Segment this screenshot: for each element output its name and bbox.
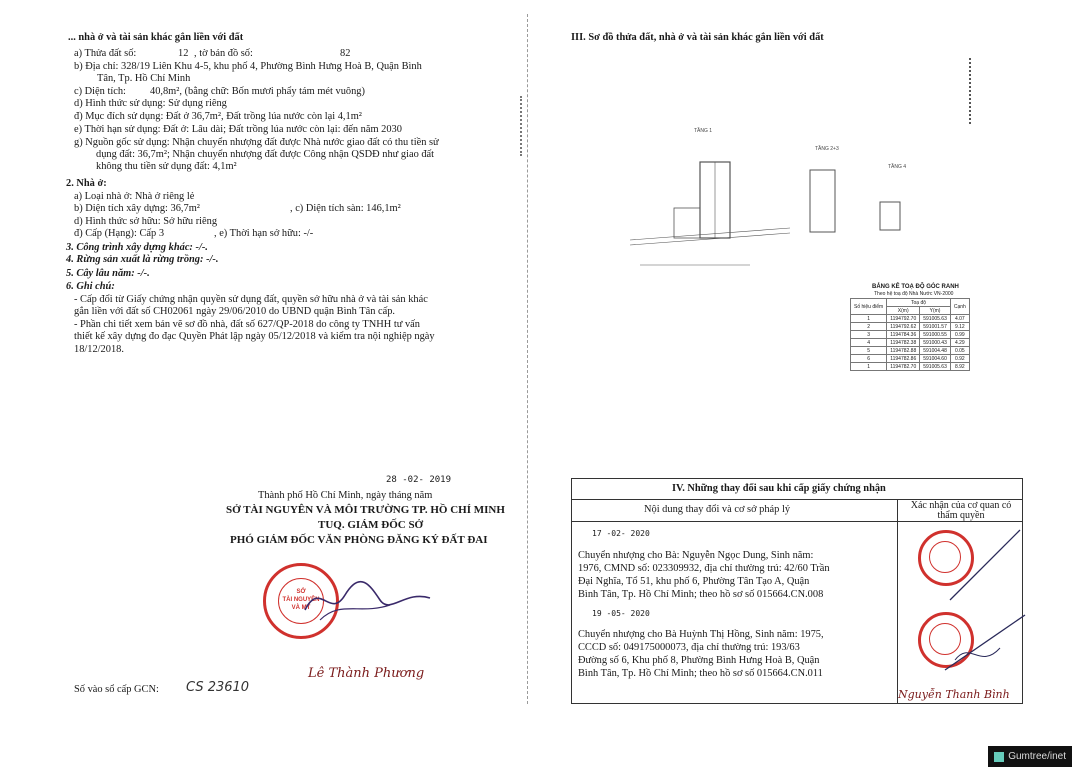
coord-cell: 0.99 — [950, 331, 969, 339]
map-sheet-value: 82 — [340, 48, 351, 59]
watermark — [988, 746, 1072, 767]
entry-2-line-2: CCCD số: 049175000073, địa chỉ thường trú: 193/63 — [578, 642, 800, 653]
svg-text:TẦNG 2+3: TẦNG 2+3 — [815, 146, 839, 152]
signature-right — [940, 520, 1030, 680]
coord-cell: 4.07 — [950, 315, 969, 323]
coord-header-group: Toạ độ — [887, 299, 951, 307]
place-date: Thành phố Hồ Chí Minh, ngày tháng năm — [258, 490, 433, 501]
usage-purpose: đ) Mục đích sử dụng: Đất ở 36,7m², Đất trồng lúa nước còn lại 4,1m² — [74, 111, 362, 122]
changes-col-content-header — [572, 499, 898, 522]
coord-cell: 1194782.88 — [887, 347, 920, 355]
house-type: a) Loại nhà ở: Nhà ở riêng lẻ — [74, 191, 195, 202]
parcel-number-label: a) Thửa đất số: — [74, 48, 137, 59]
ownership-form: d) Hình thức sở hữu: Sở hữu riêng — [74, 216, 218, 227]
col-content-label: Nội dung thay đổi và cơ sở pháp lý — [644, 504, 791, 515]
coord-cell: 6 — [851, 355, 887, 363]
coord-cell: 591005.63 — [920, 315, 951, 323]
coord-header-edge: Cạnh — [950, 299, 969, 315]
area-label: c) Diện tích: — [74, 86, 126, 97]
coord-cell: 1 — [851, 363, 887, 371]
note-line-2: gắn liền với đất số CH02061 ngày 29/06/2010 do UBND quận Bình Tân cấp. — [74, 306, 396, 317]
margin-dots — [969, 58, 973, 124]
coord-row — [851, 315, 970, 323]
right-heading: III. Sơ đồ thửa đất, nhà ở và tài sản khác gắn liền với đất — [571, 32, 824, 43]
coord-cell: 1194782.70 — [887, 363, 920, 371]
coord-table — [850, 298, 970, 371]
parcel-number-value: 12 — [178, 48, 189, 59]
coord-cell: 9.12 — [950, 323, 969, 331]
coord-cell: 591004.48 — [920, 347, 951, 355]
signer-title: PHÓ GIÁM ĐỐC VĂN PHÒNG ĐĂNG KÝ ĐẤT ĐAI — [230, 534, 488, 546]
coord-header-point: Số hiệu điểm — [851, 299, 887, 315]
note-line-4: thiết kế xây dựng đo đạc Quyền Phát lập ngày 05/12/2018 và kiểm tra nội nghiệp ngày — [74, 331, 435, 342]
issuing-authority: TUQ. GIÁM ĐỐC SỞ — [318, 519, 424, 531]
signer-name-right: Nguyễn Thanh Bình — [898, 688, 1010, 701]
floor-area: , c) Diện tích sàn: 146,1m² — [290, 203, 401, 214]
coord-header-y: Y(m) — [920, 307, 951, 315]
entry-1-line-2: 1976, CMND số: 023309932, địa chỉ thường trú: 42/60 Trần — [578, 563, 830, 574]
usage-form: d) Hình thức sử dụng: Sử dụng riêng — [74, 98, 227, 109]
coord-table-title: BẢNG KÊ TOẠ ĐỘ GÓC RANH — [872, 284, 959, 290]
entry-2-date: 19 -05- 2020 — [592, 609, 650, 618]
site-plan-drawing — [630, 120, 940, 280]
coord-cell: 1194792.70 — [887, 315, 920, 323]
address-line-1: b) Địa chỉ: 328/19 Liên Khu 4-5, khu phố 4, Phường Bình Hưng Hoà B, Quận Bình — [74, 61, 422, 72]
entry-2-line-1: Chuyển nhượng cho Bà Huỳnh Thị Hồng, Sinh năm: 1975, — [578, 629, 824, 640]
left-heading: ... nhà ở và tài sản khác gắn liền với đất — [68, 32, 244, 43]
coord-cell: 5 — [851, 347, 887, 355]
section-4: 4. Rừng sản xuất là rừng trồng: -/-. — [66, 254, 219, 265]
coord-row — [851, 363, 970, 371]
page-fold-line — [527, 14, 529, 704]
cert-number-label: Số vào sổ cấp GCN: — [74, 684, 159, 695]
watermark-icon — [994, 752, 1004, 762]
ownership-term: , e) Thời hạn sở hữu: -/- — [214, 228, 314, 239]
coord-cell: 591005.63 — [920, 363, 951, 371]
coord-cell: 591001.57 — [920, 323, 951, 331]
coord-cell: 1194782.86 — [887, 355, 920, 363]
area-value: 40,8m², (bằng chữ: Bốn mươi phẩy tám mét vuông) — [150, 86, 365, 97]
coord-cell: 1194784.36 — [887, 331, 920, 339]
coord-cell: 0.92 — [950, 355, 969, 363]
coord-cell: 591004.60 — [920, 355, 951, 363]
coord-row — [851, 339, 970, 347]
official-seal-left: SỞ TÀI NGUYÊN VÀ MT — [263, 563, 339, 639]
coord-row — [851, 323, 970, 331]
margin-dots-left — [520, 96, 524, 156]
signer-name-left: Lê Thành Phương — [308, 666, 425, 681]
entry-1-line-1: Chuyển nhượng cho Bà: Nguyễn Ngọc Dung, Sinh năm: — [578, 550, 814, 561]
col-confirm-label: Xác nhận của cơ quan có thẩm quyền — [910, 500, 1012, 521]
coord-row — [851, 331, 970, 339]
svg-text:TẦNG 4: TẦNG 4 — [888, 164, 907, 170]
section-3: 3. Công trình xây dựng khác: -/-. — [66, 242, 208, 253]
build-area: b) Diện tích xây dựng: 36,7m² — [74, 203, 200, 214]
coord-cell: 1194792.62 — [887, 323, 920, 331]
usage-origin-1: g) Nguồn gốc sử dụng: Nhận chuyển nhượng đất được Nhà nước giao đất có thu tiền sử — [74, 137, 439, 148]
cert-number-value: CS 23610 — [186, 680, 250, 695]
address-line-2: Tân, Tp. Hồ Chí Minh — [97, 73, 191, 84]
coord-cell: 591000.55 — [920, 331, 951, 339]
svg-text:TẦNG 1: TẦNG 1 — [694, 128, 713, 134]
note-line-3: - Phần chi tiết xem bản vẽ sơ đồ nhà, đất số 627/QP-2018 do công ty TNHH tư vấn — [74, 319, 420, 330]
entry-1-line-3: Đại Nghĩa, Tổ 51, khu phố 6, Phường Tân Tạo A, Quận — [578, 576, 810, 587]
usage-origin-3: không thu tiền sử dụng đất: 4,1m² — [96, 161, 237, 172]
coord-cell: 4 — [851, 339, 887, 347]
note-line-5: 18/12/2018. — [74, 344, 124, 355]
coord-header-x: X(m) — [887, 307, 920, 315]
coord-row — [851, 347, 970, 355]
issuing-org: SỞ TÀI NGUYÊN VÀ MÔI TRƯỜNG TP. HỒ CHÍ MINH — [226, 504, 505, 516]
section-2-title: 2. Nhà ở: — [66, 178, 107, 189]
coord-cell: 8.92 — [950, 363, 969, 371]
coord-cell: 2 — [851, 323, 887, 331]
entry-2-line-3: Đường số 6, Khu phố 8, Phường Bình Hưng Hoà B, Quận — [578, 655, 820, 666]
issue-date-stamp: 28 -02- 2019 — [386, 475, 452, 485]
coord-table-subtitle: Theo hệ toạ độ Nhà Nước VN-2000 — [874, 291, 954, 297]
coord-cell: 591000.43 — [920, 339, 951, 347]
signature-left — [300, 570, 440, 630]
usage-term: e) Thời hạn sử dụng: Đất ở: Lâu dài; Đất trồng lúa nước còn lại: đến năm 2030 — [74, 124, 402, 135]
coord-cell: 0.05 — [950, 347, 969, 355]
changes-table-header — [572, 479, 1022, 500]
coord-cell: 1194782.38 — [887, 339, 920, 347]
usage-origin-2: dụng đất: 36,7m²; Nhận chuyển nhượng đất được Công nhận QSDĐ như giao đất — [96, 149, 435, 160]
watermark-text: Gumtree/inet — [1008, 751, 1066, 762]
changes-table-title: IV. Những thay đổi sau khi cấp giấy chứng nhận — [672, 483, 886, 494]
entry-2-line-4: Bình Tân, Tp. Hồ Chí Minh; theo hồ sơ số 015664.CN.011 — [578, 668, 823, 679]
entry-1-line-4: Bình Tân, Tp. Hồ Chí Minh; theo hồ sơ số 015664.CN.008 — [578, 589, 824, 600]
coord-row — [851, 355, 970, 363]
house-grade: đ) Cấp (Hạng): Cấp 3 — [74, 228, 165, 239]
coord-cell: 4.29 — [950, 339, 969, 347]
entry-1-date: 17 -02- 2020 — [592, 529, 650, 538]
coord-cell: 3 — [851, 331, 887, 339]
map-sheet-label: , tờ bản đồ số: — [194, 48, 253, 59]
coord-cell: 1 — [851, 315, 887, 323]
section-6-title: 6. Ghi chú: — [66, 281, 115, 292]
changes-col-confirm-header — [897, 499, 1022, 522]
note-line-1: - Cấp đổi từ Giấy chứng nhận quyền sử dụng đất, quyền sở hữu nhà ở và tài sản khác — [74, 294, 428, 305]
section-5: 5. Cây lâu năm: -/-. — [66, 268, 150, 279]
